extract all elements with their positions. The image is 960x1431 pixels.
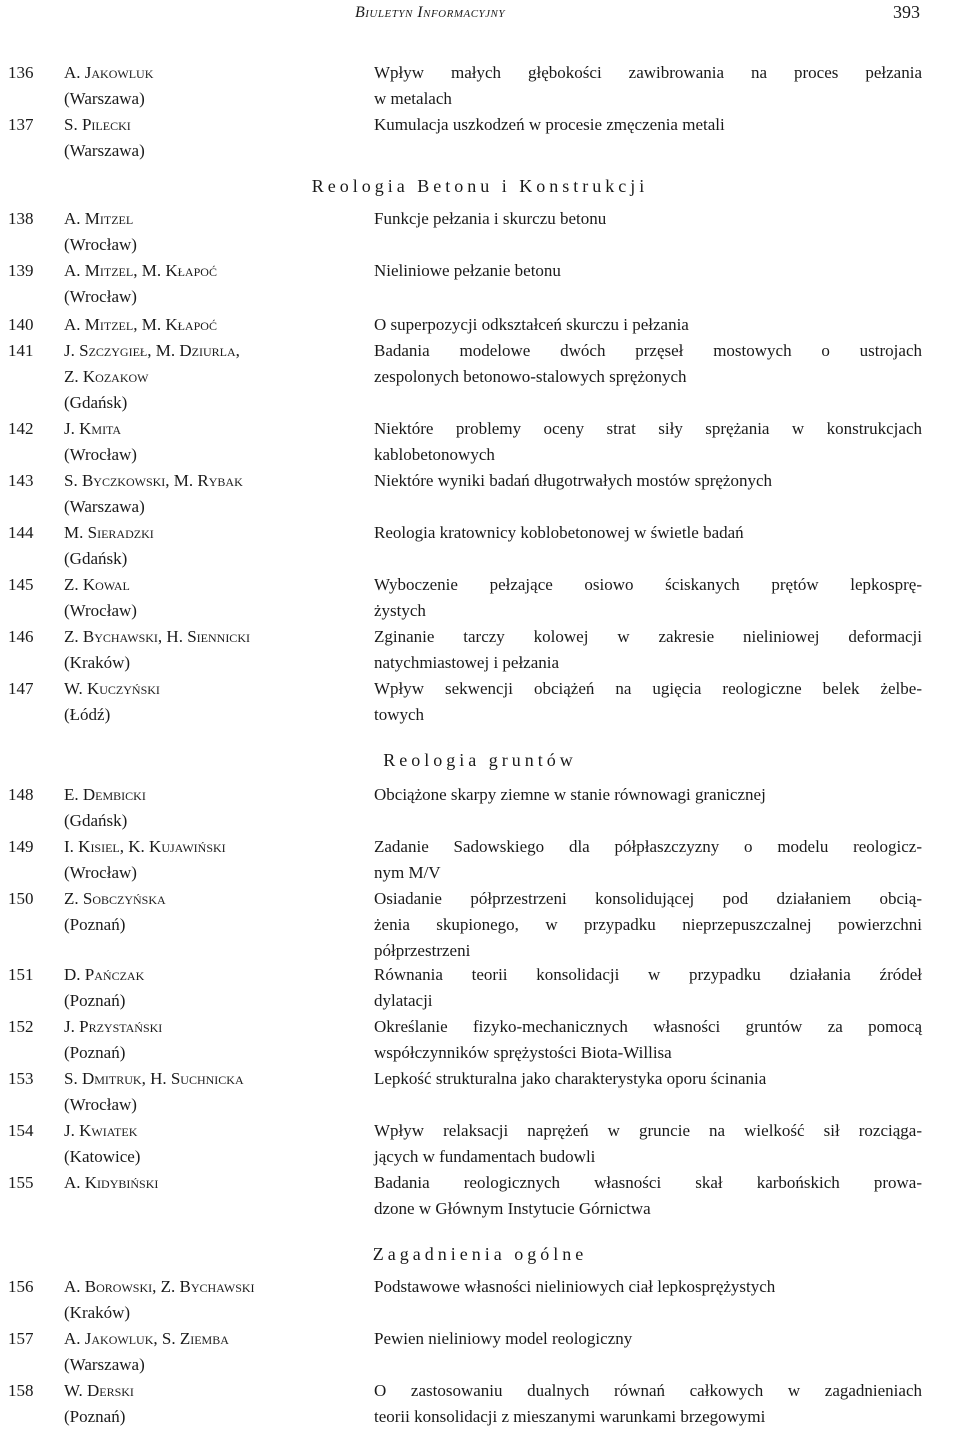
entry-city: (Gdańsk) <box>64 393 128 412</box>
entry-title <box>374 1274 922 1300</box>
entry-city: (Łódź) <box>64 705 111 724</box>
entry-title-line: Pewien nieliniowy model reologiczny <box>374 1329 633 1348</box>
entry-title <box>374 1066 922 1092</box>
entry-author: S. Byczkowski, M. Rybak <box>64 471 243 490</box>
entry-author: Z. Bychawski, H. Siennicki <box>64 627 250 646</box>
entry-number: 137 <box>8 115 34 134</box>
entry-title-line: zespolonych betonowo-stalowych sprężonych <box>374 367 687 386</box>
entry-city: (Wrocław) <box>64 1095 137 1114</box>
entry-title-line: Badania reologicznych własności skał karbońskich prowa- <box>374 1173 922 1192</box>
entry-title <box>374 572 922 624</box>
section-heading: Zagadnienia ogólne <box>372 1244 588 1264</box>
entry-author-block <box>64 1378 364 1430</box>
entry-title-line: Zginanie tarczy kolowej w zakresie nieliniowej deformacji <box>374 627 922 646</box>
entry-author: A. Jakowluk <box>64 63 154 82</box>
entry-city: (Warszawa) <box>64 89 145 108</box>
entry-author: J. Kwiatek <box>64 1121 138 1140</box>
entry-number: 138 <box>8 209 34 228</box>
entry-title <box>374 886 922 964</box>
entry-number: 142 <box>8 419 34 438</box>
entry-city: (Gdańsk) <box>64 811 128 830</box>
entry-author-block <box>64 206 364 258</box>
entry-author-block <box>64 338 364 416</box>
entry-number: 146 <box>8 627 34 646</box>
entry-author-block <box>64 782 364 834</box>
entry-title <box>374 206 922 232</box>
entry-title <box>374 416 922 468</box>
entry-title <box>374 624 922 676</box>
entry-title-line: Określanie fizyko-mechanicznych własności gruntów za pomocą <box>374 1017 922 1036</box>
entry-title-line: teorii konsolidacji z mieszanymi warunkami brzegowymi <box>374 1407 766 1426</box>
entry-number: 157 <box>8 1329 34 1348</box>
entry-title-line: Równania teorii konsolidacji w przypadku działania źródeł <box>374 965 922 984</box>
entry-title-line: Wpływ relaksacji naprężeń w gruncie na wielkość sił rozciąga- <box>374 1121 922 1140</box>
entry-title-line: żystych <box>374 601 426 620</box>
entry-title-line: półprzestrzeni <box>374 941 471 960</box>
entry-title-line: Wpływ sekwencji obciążeń na ugięcia reologiczne belek żelbe- <box>374 679 922 698</box>
entry-author: W. Derski <box>64 1381 134 1400</box>
entry-author: A. Mitzel, M. Kłapoć <box>64 315 217 334</box>
entry-city: (Warszawa) <box>64 497 145 516</box>
entry-city: (Wrocław) <box>64 863 137 882</box>
entry-author: Z. Kowal <box>64 575 130 594</box>
entry-title-line: natychmiastowej i pełzania <box>374 653 560 672</box>
entry-city: (Poznań) <box>64 991 126 1010</box>
entry-author-block <box>64 1014 364 1066</box>
entry-number: 141 <box>8 341 34 360</box>
entry-author-continued: Z. Kozakow <box>64 367 149 386</box>
entry-author-block <box>64 1326 364 1378</box>
entry-number: 155 <box>8 1173 34 1192</box>
journal-title: Biuletyn Informacyjny <box>355 4 506 21</box>
entry-city: (Poznań) <box>64 1407 126 1426</box>
entry-number: 151 <box>8 965 34 984</box>
entry-title-line: O superpozycji odkształceń skurczu i pełzania <box>374 315 689 334</box>
entry-title <box>374 1170 922 1222</box>
entry-title <box>374 338 922 390</box>
entry-number: 152 <box>8 1017 34 1036</box>
section-heading: Reologia Betonu i Konstrukcji <box>311 176 649 196</box>
entry-author-block <box>64 676 364 728</box>
entry-number: 148 <box>8 785 34 804</box>
entry-title <box>374 258 922 284</box>
entry-title-line: jących w fundamentach budowli <box>374 1147 596 1166</box>
entry-author-block <box>64 886 364 938</box>
entry-title-line: Reologia kratownicy koblobetonowej w świetle badań <box>374 523 744 542</box>
entry-author-block <box>64 112 364 164</box>
entry-title-line: w metalach <box>374 89 452 108</box>
entry-title-line: dzone w Głównym Instytucie Górnictwa <box>374 1199 651 1218</box>
entry-author: A. Jakowluk, S. Ziemba <box>64 1329 229 1348</box>
entry-title <box>374 1014 922 1066</box>
page-number: 393 <box>893 2 920 22</box>
entry-title <box>374 312 922 338</box>
entry-author: J. Szczygieł, M. Dziurla, <box>64 341 240 360</box>
entry-title-line: Wyboczenie pełzające osiowo ściskanych prętów lepkosprę- <box>374 575 922 594</box>
entry-title-line: O zastosowaniu dualnych równań całkowych w zagadnieniach <box>374 1381 922 1400</box>
entry-title <box>374 468 922 494</box>
page-header <box>0 0 960 30</box>
entry-title-line: Osiadanie półprzestrzeni konsolidującej pod działaniem obcią- <box>374 889 922 908</box>
entry-number: 139 <box>8 261 34 280</box>
entry-title-line: Nieliniowe pełzanie betonu <box>374 261 561 280</box>
entry-title <box>374 962 922 1014</box>
entry-title-line: żenia skupionego, w przypadku nieprzepuszczalnej powierzchni <box>374 915 922 934</box>
entry-number: 153 <box>8 1069 34 1088</box>
entry-title-line: kablobetonowych <box>374 445 495 464</box>
entry-author-block <box>64 1274 364 1326</box>
entry-city: (Poznań) <box>64 1043 126 1062</box>
entry-title-line: nym M/V <box>374 863 441 882</box>
entry-city: (Wrocław) <box>64 445 137 464</box>
entry-number: 143 <box>8 471 34 490</box>
entry-city: (Gdańsk) <box>64 549 128 568</box>
entry-city: (Warszawa) <box>64 1355 145 1374</box>
entry-author-block <box>64 572 364 624</box>
entry-author: E. Dembicki <box>64 785 146 804</box>
entry-author: I. Kisiel, K. Kujawiński <box>64 837 226 856</box>
entry-city: (Wrocław) <box>64 235 137 254</box>
entry-author: A. Borowski, Z. Bychawski <box>64 1277 255 1296</box>
entry-author: M. Sieradzki <box>64 523 154 542</box>
entry-title <box>374 520 922 546</box>
entry-title-line: dylatacji <box>374 991 433 1010</box>
entry-author: A. Mitzel <box>64 209 134 228</box>
entry-author: J. Przystański <box>64 1017 163 1036</box>
entry-title-line: Obciążone skarpy ziemne w stanie równowagi granicznej <box>374 785 766 804</box>
entry-author-block <box>64 312 364 338</box>
entry-author-block <box>64 834 364 886</box>
entry-title-line: współczynników sprężystości Biota-Willisa <box>374 1043 672 1062</box>
entry-title-line: Badania modelowe dwóch przęseł mostowych o ustrojach <box>374 341 922 360</box>
entry-title-line: Podstawowe własności nieliniowych ciał lepkosprężystych <box>374 1277 776 1296</box>
entry-author: S. Pilecki <box>64 115 131 134</box>
entry-author-block <box>64 416 364 468</box>
entry-author: A. Kidybiński <box>64 1173 159 1192</box>
entry-title-line: towych <box>374 705 425 724</box>
entry-city: (Warszawa) <box>64 141 145 160</box>
entry-author: Z. Sobczyńska <box>64 889 166 908</box>
section-heading: Reologia gruntów <box>383 750 577 770</box>
entry-title <box>374 676 922 728</box>
entry-author-block <box>64 520 364 572</box>
entry-title <box>374 1378 922 1430</box>
entry-author: A. Mitzel, M. Kłapoć <box>64 261 217 280</box>
entry-number: 136 <box>8 63 34 82</box>
entry-city: (Wrocław) <box>64 287 137 306</box>
entry-title-line: Funkcje pełzania i skurczu betonu <box>374 209 607 228</box>
entry-number: 150 <box>8 889 34 908</box>
entry-author-block <box>64 60 364 112</box>
entry-author-block <box>64 258 364 310</box>
entry-author: J. Kmita <box>64 419 122 438</box>
entry-author-block <box>64 1118 364 1170</box>
entry-title-line: Niektóre problemy oceny strat siły sprężania w konstrukcjach <box>374 419 922 438</box>
entry-city: (Kraków) <box>64 653 131 672</box>
entry-city: (Katowice) <box>64 1147 141 1166</box>
entry-number: 145 <box>8 575 34 594</box>
entry-number: 147 <box>8 679 34 698</box>
entry-author-block <box>64 962 364 1014</box>
entry-title <box>374 112 922 138</box>
entry-number: 144 <box>8 523 34 542</box>
entry-title <box>374 782 922 808</box>
entry-title <box>374 1118 922 1170</box>
entry-number: 149 <box>8 837 34 856</box>
entry-title-line: Lepkość strukturalna jako charakterystyka oporu ścinania <box>374 1069 767 1088</box>
entry-title <box>374 1326 922 1352</box>
entry-author-block <box>64 468 364 520</box>
entry-title-line: Wpływ małych głębokości zawibrowania na proces pełzania <box>374 63 922 82</box>
entry-title-line: Niektóre wyniki badań długotrwałych mostów sprężonych <box>374 471 772 490</box>
entry-number: 154 <box>8 1121 34 1140</box>
entry-title-line: Kumulacja uszkodzeń w procesie zmęczenia metali <box>374 115 725 134</box>
entry-author-block <box>64 1066 364 1118</box>
entry-number: 140 <box>8 315 34 334</box>
entry-author: D. Pańczak <box>64 965 145 984</box>
entry-title <box>374 834 922 886</box>
entry-author: S. Dmitruk, H. Suchnicka <box>64 1069 244 1088</box>
entry-city: (Wrocław) <box>64 601 137 620</box>
entry-number: 156 <box>8 1277 34 1296</box>
entry-author-block <box>64 1170 364 1196</box>
entry-number: 158 <box>8 1381 34 1400</box>
entry-author-block <box>64 624 364 676</box>
entry-title <box>374 60 922 112</box>
entry-city: (Poznań) <box>64 915 126 934</box>
entry-city: (Kraków) <box>64 1303 131 1322</box>
entry-author: W. Kuczyński <box>64 679 160 698</box>
entry-title-line: Zadanie Sadowskiego dla półpłaszczyzny o modelu reologicz- <box>374 837 922 856</box>
